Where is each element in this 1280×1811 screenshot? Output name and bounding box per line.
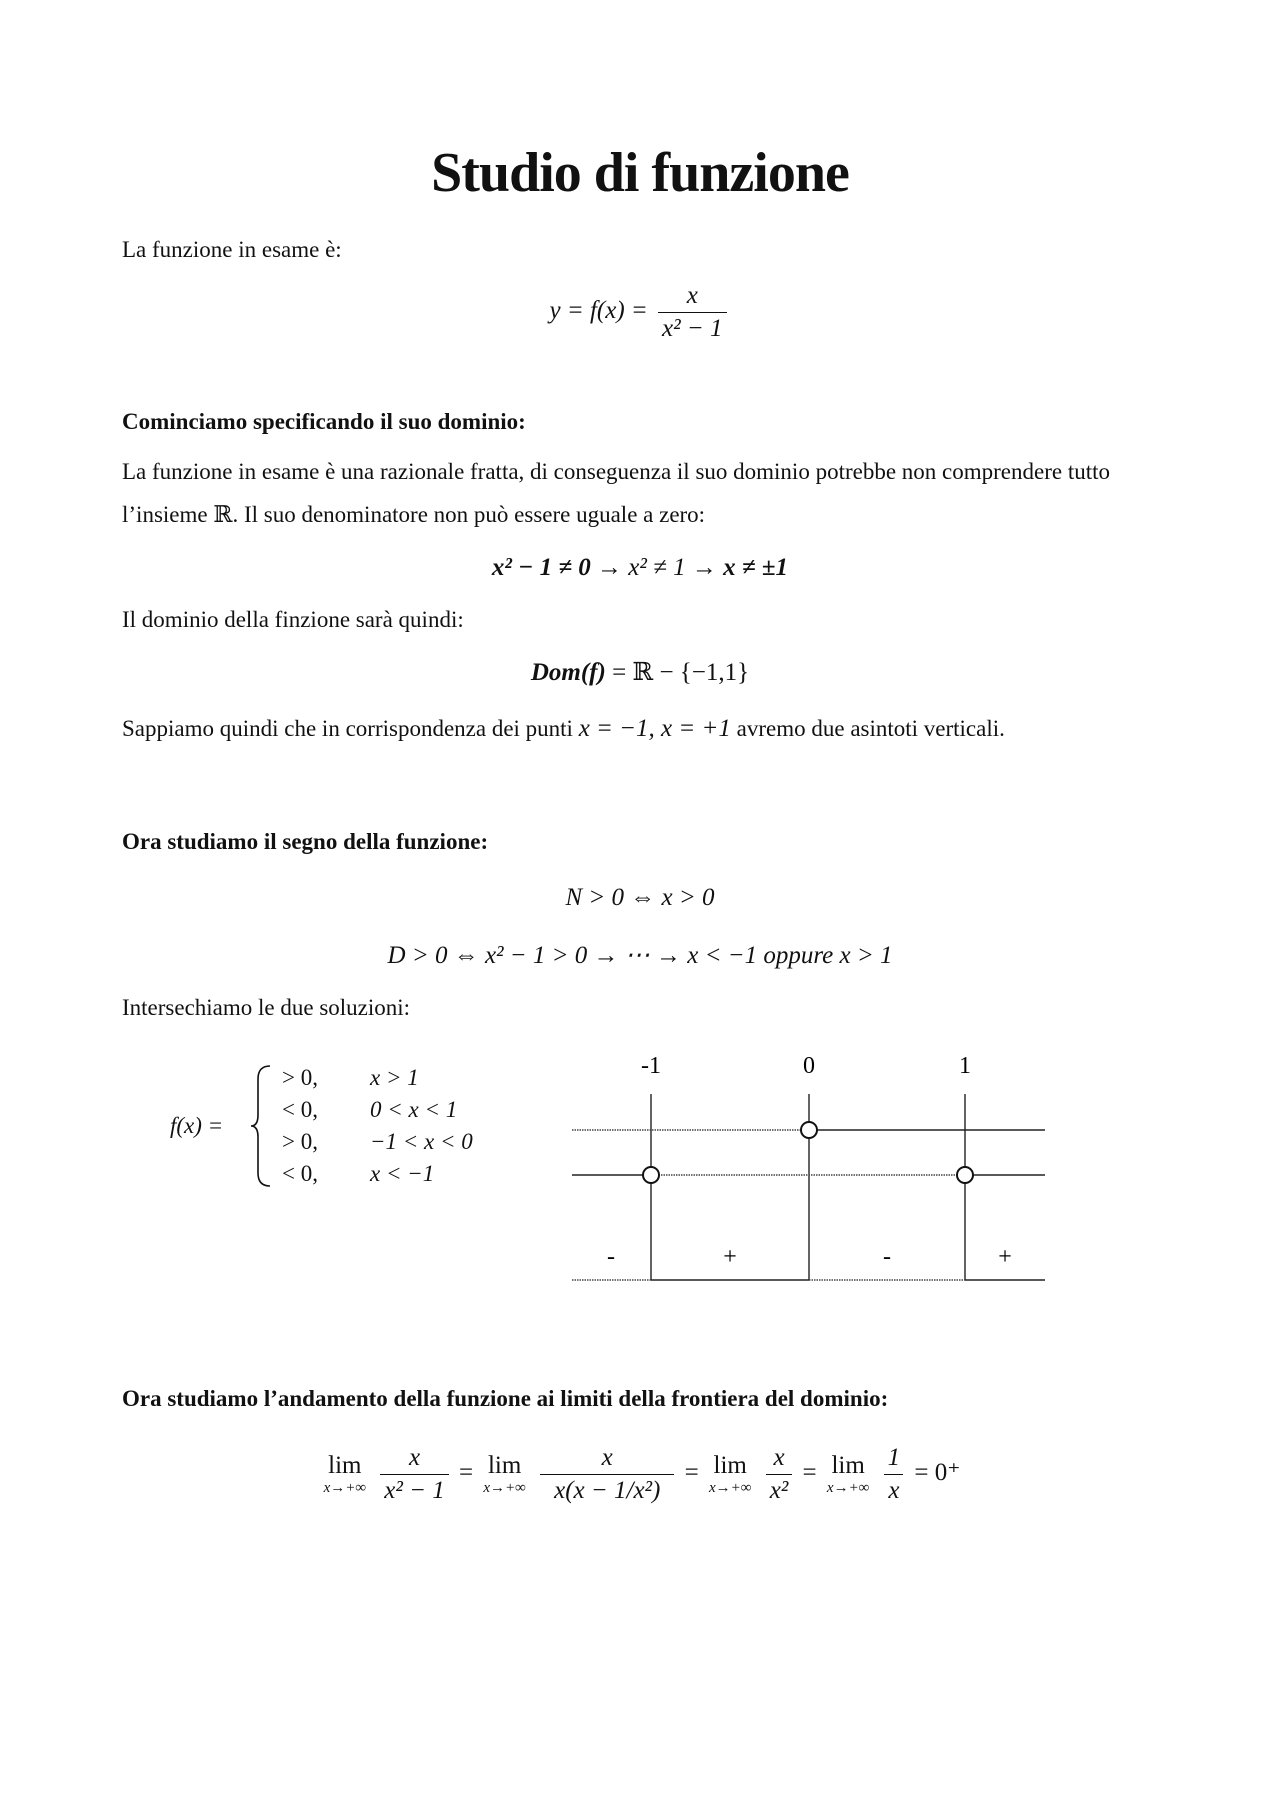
case-sign: > 0, [282,1065,318,1090]
intro-text: La funzione in esame è: [122,237,342,262]
cases-lhs: f(x) = [170,1113,224,1138]
fraction [766,1443,793,1506]
open-circle-icon [801,1122,817,1138]
case-sign: < 0, [282,1161,318,1186]
equals: = [459,1459,474,1487]
limit-operator [483,1453,525,1497]
denominator: x² − 1 [658,312,726,344]
numerator: x [601,1444,613,1471]
sign-label: + [723,1244,737,1270]
sign-label: + [998,1244,1012,1270]
numerator-condition: N > 0 ⇔ x > 0 [565,884,715,911]
sign-chart [560,1043,1060,1293]
open-circle-icon [957,1167,973,1183]
numerator: x [773,1444,785,1471]
fraction [658,281,726,344]
asymptote-paragraph [122,707,1158,750]
brace-icon [248,1063,274,1189]
denominator: x² − 1 [380,1474,448,1506]
domain-paragraph: La funzione in esame è una razionale fratta, di conseguenza il suo dominio potrebbe non comprendere tutto l’insieme ℝ. Il suo denominatore non può essere uguale a zero: [122,459,1111,527]
asymptote-text-end: avremo due asintoti verticali. [730,716,1005,741]
heading-limits: Ora studiamo l’andamento della funzione ai limiti della frontiera del dominio: [122,1386,889,1411]
lim: lim [831,1451,865,1479]
sign-label: - [607,1244,615,1270]
equals: = [802,1459,817,1487]
case-sign: > 0, [282,1129,318,1154]
label-one: 1 [959,1053,971,1079]
heading-domain: Cominciamo specificando il suo dominio: [122,409,526,434]
denominator-condition: D > 0 ⇔ x² − 1 > 0 → ⋯ → x < −1 oppure x > 1 [387,942,893,969]
case-cond: x < −1 [370,1161,435,1186]
numerator: 1 [887,1444,901,1471]
limit-operator [324,1453,366,1497]
domain-formula [122,655,1158,691]
case-cond: −1 < x < 0 [370,1129,473,1154]
condition-result: x ≠ ±1 [723,554,789,581]
formula-lhs: y = f(x) = [549,297,648,325]
domain-condition [122,550,1158,586]
equals: = [684,1459,699,1487]
label-minus-one: -1 [641,1053,661,1079]
denominator: x² [766,1474,793,1506]
asymptote-points: x = −1, x = +1 [578,715,731,742]
limit-operator [709,1453,751,1497]
domain-lhs: Dom(f) [530,659,606,686]
open-circle-icon [643,1167,659,1183]
lim: lim [487,1451,522,1479]
limit-formula [122,1443,1158,1506]
intersect-text: Intersechiamo le due soluzioni: [122,995,411,1020]
lim-sub: x→+∞ [826,1479,870,1496]
domain-intro: Il dominio della finzione sarà quindi: [122,607,464,632]
numerator: x [408,1444,421,1471]
condition-rest: → x² ≠ 1 → [590,554,724,581]
numerator: x [686,282,698,309]
sign-label: - [883,1244,891,1270]
denominator: x(x − 1/x²) [540,1474,674,1506]
condition-bold: x² − 1 ≠ 0 [491,554,591,581]
function-formula [122,281,1158,344]
lim-sub: x→+∞ [708,1479,752,1496]
lim: lim [328,1451,362,1479]
lim-sub: x→+∞ [483,1479,526,1496]
sign-cases [170,1063,530,1193]
fraction [380,1443,448,1506]
fraction [884,1443,905,1506]
limit-result: = 0⁺ [914,1459,961,1487]
case-sign: < 0, [282,1097,318,1122]
case-cond: 0 < x < 1 [370,1097,458,1122]
label-zero: 0 [803,1053,815,1079]
heading-sign: Ora studiamo il segno della funzione: [122,829,489,854]
asymptote-text: Sappiamo quindi che in corrispondenza dei punti [122,716,579,741]
fraction [540,1443,674,1506]
page-title: Studio di funzione [431,142,849,204]
lim: lim [713,1451,747,1479]
denominator: x [884,1474,903,1506]
lim-sub: x→+∞ [323,1479,367,1496]
domain-rhs: = ℝ − {−1,1} [605,659,750,686]
sign-study-block [122,1043,1158,1303]
case-cond: x > 1 [370,1065,419,1090]
limit-operator [827,1453,869,1497]
